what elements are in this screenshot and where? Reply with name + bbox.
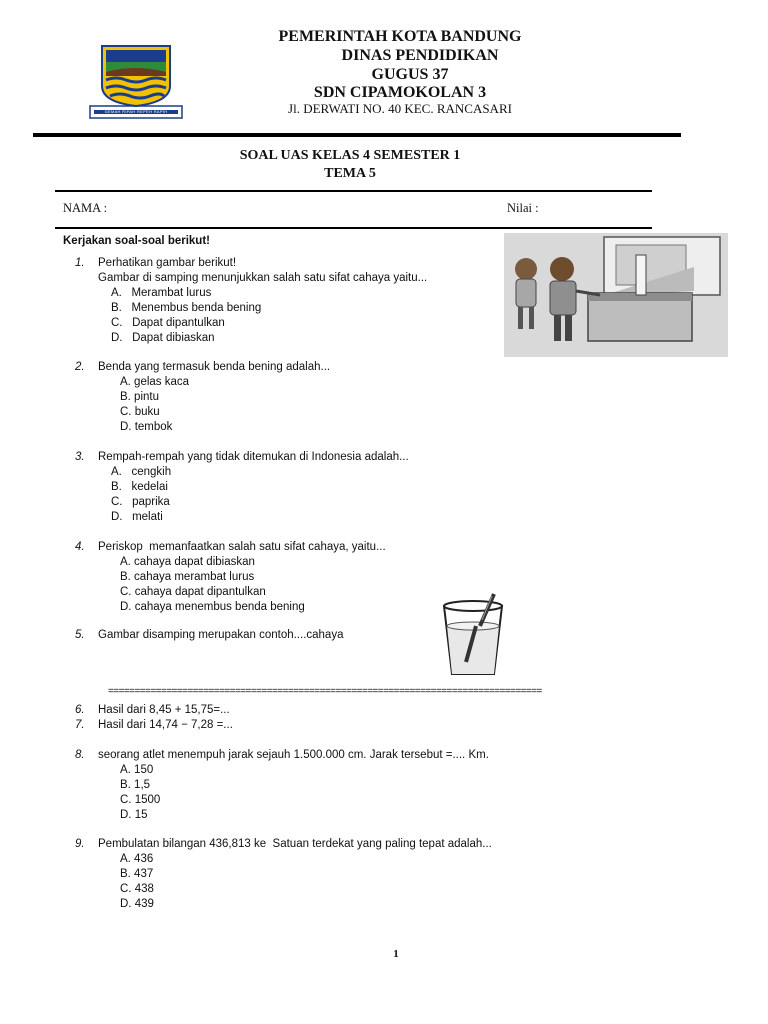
question-7 xyxy=(75,718,475,734)
glass-with-straw-illustration xyxy=(436,592,512,678)
question-number: 2. xyxy=(75,361,85,373)
logo-ribbon-text: GEMAH RIPAH REPEH RAPIH xyxy=(104,109,168,114)
identity-top-rule xyxy=(55,190,652,192)
header-cluster: GUGUS 37 xyxy=(371,66,449,83)
instruction: Kerjakan soal-soal berikut! xyxy=(63,235,210,247)
score-label: Nilai : xyxy=(507,201,539,215)
question-number: 1. xyxy=(75,257,85,269)
answer-option[interactable]: C. Dapat dipantulkan xyxy=(111,317,225,329)
question-number: 7. xyxy=(75,719,85,731)
question-text: Perhatikan gambar berikut! xyxy=(98,257,237,269)
light-experiment-illustration xyxy=(504,233,728,357)
question-text: Gambar disamping merupakan contoh....cahaya xyxy=(98,629,344,641)
answer-option[interactable]: D. melati xyxy=(111,511,163,523)
question-number: 9. xyxy=(75,838,85,850)
question-number: 3. xyxy=(75,451,85,463)
answer-option[interactable]: B. Menembus benda bening xyxy=(111,302,262,314)
answer-option[interactable]: C. buku xyxy=(120,406,160,418)
answer-option[interactable]: A. gelas kaca xyxy=(120,376,190,388)
section-separator: ================================================================================== xyxy=(108,686,542,697)
answer-option[interactable]: D. Dapat dibiaskan xyxy=(111,332,215,344)
exam-title: SOAL UAS KELAS 4 SEMESTER 1 xyxy=(239,148,461,163)
question-6 xyxy=(75,703,475,719)
question-number: 5. xyxy=(75,629,85,641)
question-number: 8. xyxy=(75,749,85,761)
answer-option[interactable]: C. 1500 xyxy=(120,794,161,806)
identity-bottom-rule xyxy=(55,227,652,229)
page-number: 1 xyxy=(393,948,399,960)
question-text: Rempah-rempah yang tidak ditemukan di Indonesia adalah... xyxy=(98,451,409,463)
answer-option[interactable]: C. 438 xyxy=(120,883,154,895)
answer-option[interactable]: B. kedelai xyxy=(111,481,168,493)
answer-option[interactable]: D. cahaya menembus benda bening xyxy=(120,601,305,613)
header-school: SDN CIPAMOKOLAN 3 xyxy=(313,84,487,101)
question-text: seorang atlet menempuh jarak sejauh 1.500.000 cm. Jarak tersebut =.... Km. xyxy=(98,749,489,761)
question-text: Gambar di samping menunjukkan salah satu sifat cahaya yaitu... xyxy=(98,272,428,284)
answer-option[interactable]: B. pintu xyxy=(120,391,159,403)
question-8 xyxy=(75,748,575,824)
answer-option[interactable]: A. 150 xyxy=(120,764,154,776)
answer-option[interactable]: B. cahaya merambat lurus xyxy=(120,571,255,583)
question-text: Pembulatan bilangan 436,813 ke Satuan terdekat yang paling tepat adalah... xyxy=(98,838,492,850)
answer-option[interactable]: A. cahaya dapat dibiaskan xyxy=(120,556,255,568)
question-text: Periskop memanfaatkan salah satu sifat cahaya, yaitu... xyxy=(98,541,386,553)
header-divider xyxy=(33,133,681,137)
answer-option[interactable]: D. 439 xyxy=(120,898,154,910)
question-number: 6. xyxy=(75,704,85,716)
answer-option[interactable]: A. cengkih xyxy=(111,466,172,478)
question-5 xyxy=(75,628,435,644)
header-department: DINAS PENDIDIKAN xyxy=(341,47,499,64)
answer-option[interactable]: D. 15 xyxy=(120,809,148,821)
question-3 xyxy=(75,450,515,526)
answer-option[interactable]: C. paprika xyxy=(111,496,170,508)
answer-option[interactable]: A. 436 xyxy=(120,853,154,865)
answer-option[interactable]: B. 437 xyxy=(120,868,154,880)
answer-option[interactable]: B. 1,5 xyxy=(120,779,151,791)
header-government: PEMERINTAH KOTA BANDUNG xyxy=(278,28,522,45)
question-text: Benda yang termasuk benda bening adalah... xyxy=(98,361,331,373)
question-text: Hasil dari 8,45 + 15,75=... xyxy=(98,704,230,716)
name-label: NAMA : xyxy=(63,201,108,215)
question-text: Hasil dari 14,74 − 7,28 =... xyxy=(98,719,233,731)
question-1 xyxy=(75,256,515,348)
question-number: 4. xyxy=(75,541,85,553)
city-crest-logo xyxy=(88,42,184,122)
question-9 xyxy=(75,837,595,913)
exam-subtitle: TEMA 5 xyxy=(324,166,376,181)
answer-option[interactable]: D. tembok xyxy=(120,421,173,433)
question-2 xyxy=(75,360,515,436)
answer-option[interactable]: C. cahaya dapat dipantulkan xyxy=(120,586,266,598)
answer-option[interactable]: A. Merambat lurus xyxy=(111,287,212,299)
header-address: Jl. DERWATI NO. 40 KEC. RANCASARI xyxy=(288,101,512,116)
